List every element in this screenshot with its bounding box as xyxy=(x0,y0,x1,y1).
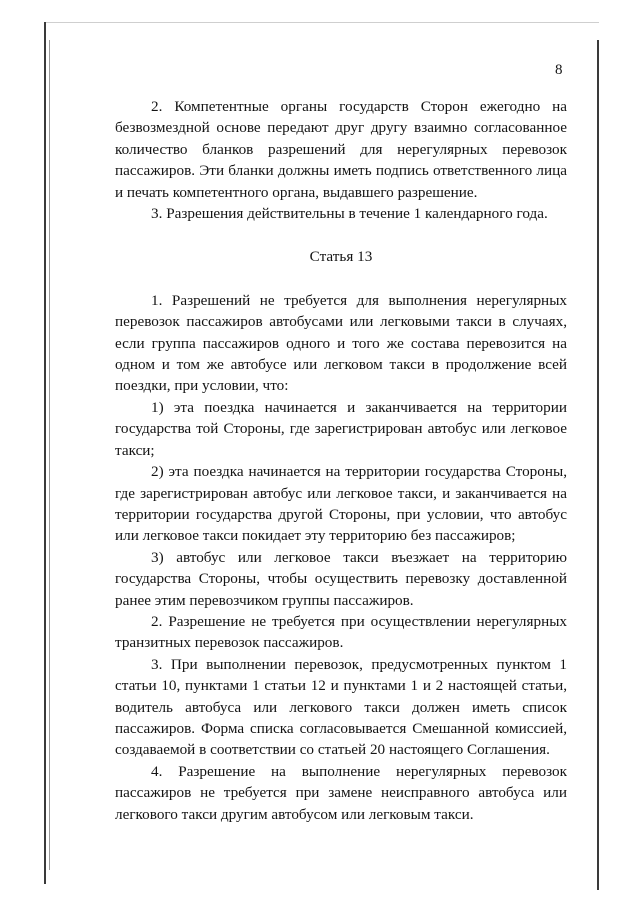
document-body xyxy=(115,60,567,825)
article-12-continuation xyxy=(115,96,567,224)
paragraph-article13-subitem1: 1) эта поездка начинается и заканчивается на территории государства той Стороны, где зарегистрирован автобус или легковое такси; xyxy=(115,398,567,459)
frame-left-inner-line xyxy=(49,40,50,870)
frame-right-line xyxy=(597,40,599,890)
paragraph-article13-item4: 4. Разрешение на выполнение нерегулярных перевозок пассажиров не требуется при замене неисправного автобуса или легкового такси другим автобусом или легковым такси. xyxy=(115,762,567,823)
article-title: Статья 13 xyxy=(309,248,373,266)
paragraph-article12-item2: 2. Компетентные органы государств Сторон ежегодно на безвозмездной основе передают друг другу взаимно согласованное количество бланков разрешений для нерегулярных перевозок пассажиров. Эти бланки должны иметь подпись ответственного лица и печать компетентного органа, выдавшего разрешение. xyxy=(115,98,567,201)
paragraph-article13-subitem2: 2) эта поездка начинается на территории государства Стороны, где зарегистрирован автобус или легковое такси, и заканчивается на территории государства другой Стороны, при условии, что автобус или легковое такси покидает эту территорию без пассажиров; xyxy=(115,463,567,545)
page-number: 8 xyxy=(555,62,563,78)
paragraph-article13-item3: 3. При выполнении перевозок, предусмотренных пунктом 1 статьи 10, пунктами 1 статьи 12 и пунктами 1 и 2 настоящей статьи, водитель автобуса или легкового такси должен иметь список пассажиров. Форма списка согласовывается Смешанной комиссией, создаваемой в соответствии со статьей 20 настоящего Соглашения. xyxy=(115,655,567,759)
paragraph-article12-item3: 3. Разрешения действительны в течение 1 календарного года. xyxy=(151,205,548,223)
paragraph-article13-item1: 1. Разрешений не требуется для выполнения нерегулярных перевозок пассажиров автобусами или легковыми такси в случаях, если группа пассажиров одного и того же состава перевозится на одном и том же автобусе или легковом такси в продолжение всей поездки, при условии, что: xyxy=(115,291,567,395)
paragraph-article13-item2: 2. Разрешение не требуется при осуществлении нерегулярных транзитных перевозок пассажиров. xyxy=(115,612,567,652)
paragraph-article13-subitem3: 3) автобус или легковое такси въезжает на территорию государства Стороны, чтобы осуществить перевозку доставленной ранее этим перевозчиком группы пассажиров. xyxy=(115,548,567,609)
frame-left-line xyxy=(44,22,46,884)
article-13 xyxy=(115,290,567,825)
frame-top-line xyxy=(44,22,599,23)
